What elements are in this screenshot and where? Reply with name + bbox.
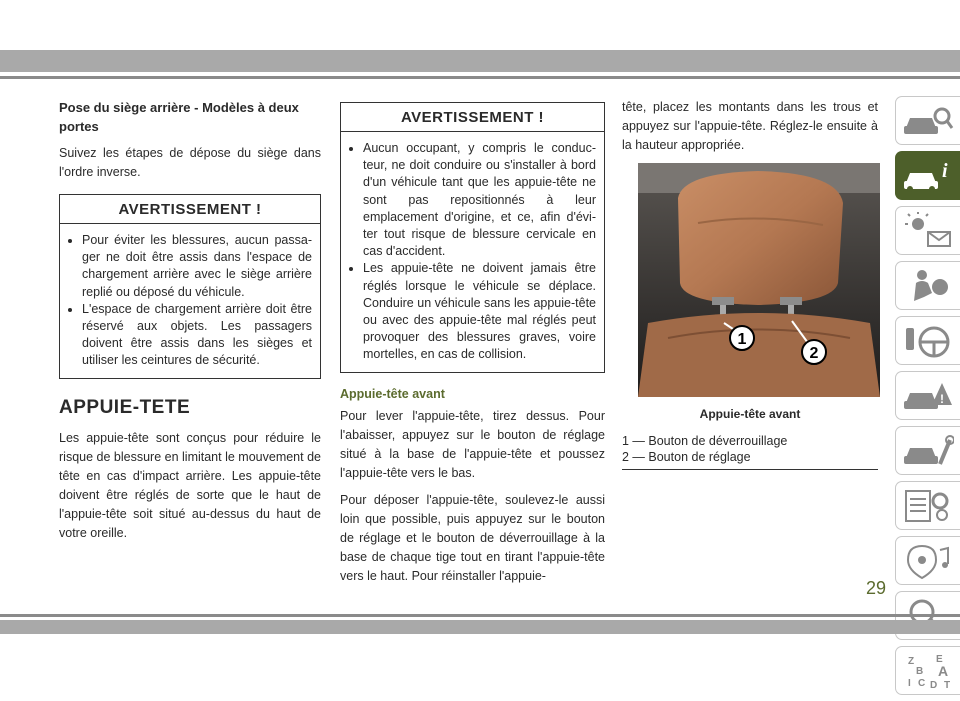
header-bar	[0, 50, 960, 72]
headrest-illustration	[638, 163, 880, 397]
section-title-headrests: APPUIE-TETE	[59, 396, 191, 418]
tab-vehicle-overview[interactable]	[895, 96, 960, 145]
svg-text:D: D	[930, 680, 938, 690]
page-number: 29	[866, 578, 887, 598]
svg-text:i: i	[942, 160, 948, 182]
tab-safety[interactable]	[895, 261, 960, 310]
warning-item: • L'espace de chargement arrière doit être réservé aux objets. Les passagers doivent être assis dans les sièges et utiliser les ceintures de sécurité.	[82, 301, 312, 370]
warning-item: • Pour éviter les blessures, aucun passa-ger ne doit être assis dans l'espace de chargement arrière avec le siège arrière replié ou déposé du véhicule.	[82, 232, 312, 301]
svg-text:A: A	[938, 663, 949, 679]
headrest-reinstall-text: tête, placez les montants dans les trous et appuyez sur l'appuie-tête. Réglez-le ensuite à la hauteur appropriée.	[622, 100, 878, 152]
warning-item: • Aucun occupant, y compris le conduc-teur, ne doit conduire ou s'installer à bord d'un véhicule tant que les appuie-tête ne sont pas repositionnés à leur emplacement d'origine, et ce, afin d'évi-ter tout risque de blessure cervicale en cas d'accident.	[363, 140, 596, 260]
headrest-intro-text: Les appuie-tête sont conçus pour réduire le risque de blessure en limitant le mouvement de tête en cas d'impact arrière. Les appuie-tête doivent être réglés de sorte que le haut de l'appuie-tête soit situé au-dessus du haut de votre oreille.	[59, 430, 321, 540]
warning-title: AVERTISSEMENT !	[341, 103, 604, 132]
legend-item-2: 2 — Bouton de réglage	[622, 450, 751, 464]
front-headrest-heading: Appuie-tête avant	[340, 386, 445, 401]
front-headrest-photo	[638, 163, 880, 397]
steering-wheel-icon	[902, 322, 954, 360]
warning-box-headrest	[340, 102, 605, 373]
headrest-adjust-text: Pour lever l'appuie-tête, tirez dessus. Pour l'abaisser, appuyez sur le bouton de réglage situé à la base de l'appuie-tête et poussez l'appuie-tête vers le bas.	[340, 408, 605, 480]
warning-item: • Les appuie-tête ne doivent jamais être réglés lorsque le véhicule se déplace. Conduire un véhicule sans les appuie-tête ou avec des appuie-tête mal réglés peut provoquer des blessures graves, voire mortelles, en cas de collision.	[363, 260, 596, 363]
warning-title: AVERTISSEMENT !	[60, 195, 320, 224]
car-warning-icon	[902, 377, 954, 415]
tab-starting-operating[interactable]	[895, 316, 960, 365]
svg-text:Z: Z	[908, 656, 915, 667]
tab-instrument-panel[interactable]	[895, 206, 960, 255]
car-wrench-icon	[902, 432, 954, 470]
alphabet-index-icon	[902, 652, 954, 690]
svg-text:!: !	[940, 392, 944, 406]
car-magnifier-icon	[902, 102, 954, 140]
seat-airbag-icon	[902, 267, 954, 305]
figure-caption: Appuie-tête avant	[699, 407, 801, 421]
footer-bar	[0, 620, 960, 634]
warning-box-cargo	[59, 194, 321, 379]
chapter-tabs	[895, 96, 960, 701]
svg-text:I: I	[908, 678, 911, 689]
tab-emergency[interactable]	[895, 371, 960, 420]
music-location-icon	[902, 542, 954, 580]
car-info-icon	[902, 157, 954, 195]
legend-item-1: 1 — Bouton de déverrouillage	[622, 434, 788, 448]
right-column	[622, 98, 878, 470]
headrest-remove-text: Pour déposer l'appuie-tête, soulevez-le aussi loin que possible, puis appuyez sur le bouton de réglage et le bouton de déverrouillage à la base de chaque tige tout en tirant l'appuie-tête vers le haut. Pour réinstaller l'appuie-	[340, 492, 605, 583]
tab-getting-to-know[interactable]	[895, 151, 960, 200]
tab-multimedia[interactable]	[895, 536, 960, 585]
tab-index[interactable]	[895, 646, 960, 695]
left-column	[59, 98, 321, 551]
legend-rule	[622, 469, 878, 470]
middle-column	[340, 100, 605, 594]
svg-text:B: B	[916, 666, 924, 677]
footer-rule	[0, 614, 960, 617]
callout-1-label: 1	[737, 331, 747, 348]
rear-seat-install-text: Suivez les étapes de dépose du siège dans l'ordre inverse.	[59, 146, 321, 179]
svg-text:C: C	[918, 678, 926, 689]
svg-text:T: T	[944, 680, 951, 690]
callout-2-label: 2	[809, 345, 819, 362]
tab-servicing[interactable]	[895, 426, 960, 475]
tab-specifications[interactable]	[895, 481, 960, 530]
warning-light-mail-icon	[902, 212, 954, 250]
checklist-gear-icon	[902, 487, 954, 525]
svg-text:E: E	[936, 654, 943, 665]
header-rule	[0, 76, 960, 79]
rear-seat-install-heading: Pose du siège arrière - Modèles à deux portes	[59, 100, 299, 134]
